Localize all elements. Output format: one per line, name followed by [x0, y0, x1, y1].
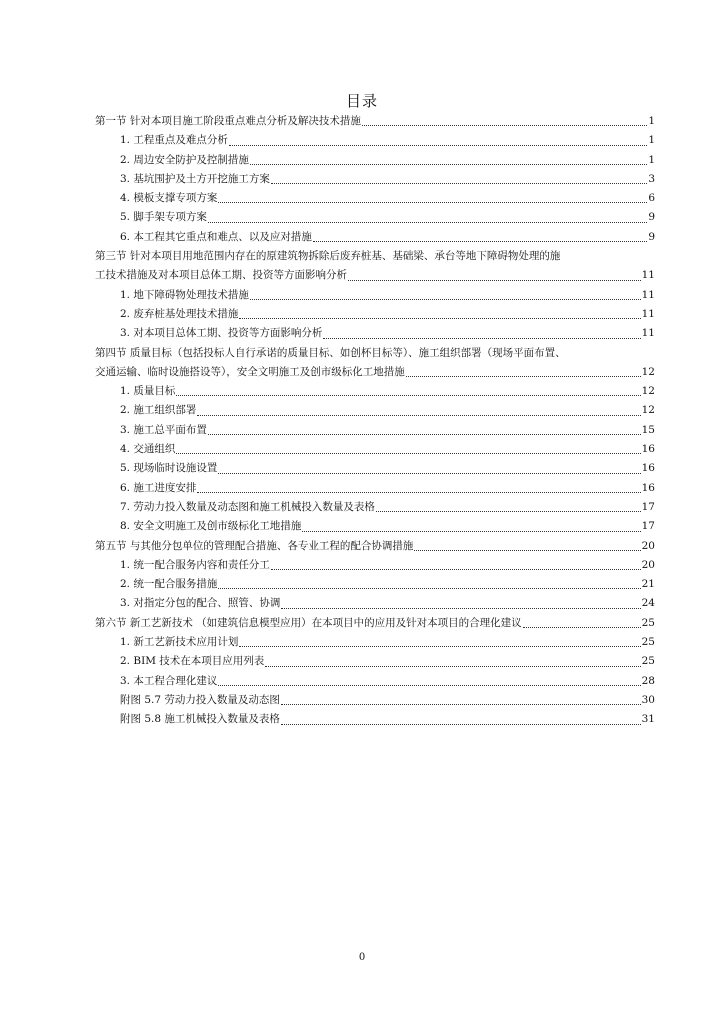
toc-leader-dots [323, 337, 640, 339]
toc-subitem[interactable] [95, 382, 655, 401]
toc-entry-label: 第六节 新工艺新技术 （如建筑信息模型应用）在本项目中的应用及针对本项目的合理化建议 [95, 616, 522, 629]
toc-leader-dots [302, 530, 640, 532]
toc-section-label-line1: 第三节 针对本项目用地范围内存在的原建筑物拆除后废弃桩基、基础梁、承台等地下障碍物处理的施 [95, 250, 561, 263]
toc-subitem[interactable] [95, 151, 655, 170]
toc-entry-label: 工技术措施及对本项目总体工期、投资等方面影响分析 [95, 269, 347, 282]
toc-figure-item[interactable] [95, 710, 655, 729]
toc-entry-page: 24 [641, 597, 655, 610]
toc-entry-page: 11 [641, 307, 655, 320]
toc-entry-page: 9 [648, 211, 655, 224]
toc-entry-page: 20 [641, 539, 655, 552]
toc-entry-page: 1 [648, 153, 655, 166]
toc-leader-dots [281, 607, 640, 609]
toc-entry-label: 2. 周边安全防护及控制措施 [120, 153, 249, 166]
toc-section[interactable] [95, 112, 655, 131]
toc-title: 目录 [345, 92, 378, 110]
toc-entry-label: 附图 5.8 施工机械投入数量及表格 [120, 713, 280, 726]
toc-leader-dots [271, 568, 641, 570]
toc-section-line [95, 344, 655, 363]
toc-entry-page: 25 [641, 616, 655, 629]
toc-entry-label: 7. 劳动力投入数量及动态图和施工机械投入数量及表格 [120, 500, 375, 513]
page-number: 0 [358, 952, 366, 963]
toc-entry-page: 17 [641, 520, 655, 533]
toc-subitem[interactable] [95, 324, 655, 343]
toc-subitem[interactable] [95, 633, 655, 652]
toc-entry-label: 4. 模板支撑专项方案 [120, 192, 218, 205]
toc-leader-dots [265, 665, 640, 667]
toc-entry-page: 6 [648, 192, 655, 205]
toc-subitem[interactable] [95, 189, 655, 208]
toc-entry-label: 3. 对指定分包的配合、照管、协调 [120, 597, 281, 610]
toc-entry-label: 2. 废弃桩基处理技术措施 [120, 307, 239, 320]
toc-entry-label: 3. 对本项目总体工期、投资等方面影响分析 [120, 327, 323, 340]
toc-leader-dots [250, 163, 647, 165]
toc-entry-label: 交通运输、临时设施搭设等），安全文明施工及创市级标化工地措施 [95, 365, 405, 378]
toc-leader-dots [281, 723, 641, 725]
toc-entry-page: 16 [641, 481, 655, 494]
toc-entry-label: 第一节 针对本项目施工阶段重点难点分析及解决技术措施 [95, 115, 361, 127]
toc-entry-page: 1 [648, 115, 655, 127]
toc-leader-dots [197, 491, 640, 493]
toc-entry-page: 16 [641, 443, 655, 456]
toc-entry-page: 11 [641, 288, 655, 301]
toc-leader-dots [376, 510, 641, 512]
toc-subitem[interactable] [95, 131, 655, 150]
toc-entry-page: 9 [648, 230, 655, 243]
toc-section[interactable] [95, 614, 655, 633]
toc-entry-label: 3. 基坑围护及土方开挖施工方案 [120, 172, 270, 185]
toc-subitem[interactable] [95, 208, 655, 227]
toc-leader-dots [406, 375, 641, 377]
toc-entry-page: 3 [648, 172, 655, 185]
toc-entry-label: 4. 交通组织 [120, 443, 176, 456]
toc-subitem[interactable] [95, 286, 655, 305]
toc-section[interactable] [95, 266, 655, 285]
toc-subitem[interactable] [95, 421, 655, 440]
toc-entry-label: 3. 施工总平面布置 [120, 423, 207, 436]
toc-leader-dots [414, 549, 640, 551]
toc-subitem[interactable] [95, 459, 655, 478]
toc-leader-dots [523, 626, 641, 628]
toc-entry-page: 11 [641, 269, 655, 282]
toc-subitem[interactable] [95, 479, 655, 498]
toc-leader-dots [218, 587, 640, 589]
toc-leader-dots [208, 221, 647, 223]
toc-entry-label: 第五节 与其他分包单位的管理配合措施、各专业工程的配合协调措施 [95, 539, 414, 552]
toc-leader-dots [239, 317, 640, 319]
toc-subitem[interactable] [95, 594, 655, 613]
toc-leader-dots [197, 414, 640, 416]
toc-subitem[interactable] [95, 672, 655, 691]
toc-entry-label: 5. 脚手架专项方案 [120, 211, 207, 224]
toc-entry-label: 1. 统一配合服务内容和责任分工 [120, 558, 270, 571]
toc-subitem[interactable] [95, 652, 655, 671]
toc-entry-label: 1. 地下障碍物处理技术措施 [120, 288, 249, 301]
toc-leader-dots [313, 240, 647, 242]
toc-entry-page: 15 [641, 423, 655, 436]
toc-subitem[interactable] [95, 517, 655, 536]
toc-leader-dots [176, 452, 640, 454]
toc-subitem[interactable] [95, 170, 655, 189]
toc-entry-page: 12 [641, 385, 655, 398]
toc-entry-label: 5. 现场临时设施设置 [120, 462, 218, 475]
toc-entry-page: 16 [641, 462, 655, 475]
toc-subitem[interactable] [95, 575, 655, 594]
toc-entry-label: 6. 本工程其它重点和难点、以及应对措施 [120, 230, 312, 243]
toc-section-line [95, 247, 655, 266]
toc-entry-label: 1. 质量目标 [120, 385, 176, 398]
toc-section-label-line1: 第四节 质量目标（包括投标人自行承诺的质量目标、如创杯目标等）、施工组织部署（现场平面布置、 [95, 346, 566, 359]
toc-leader-dots [176, 394, 640, 396]
toc-entry-label: 附图 5.7 劳动力投入数量及动态图 [120, 693, 280, 706]
toc-entry-page: 25 [641, 655, 655, 668]
toc-leader-dots [362, 124, 647, 126]
toc-leader-dots [218, 201, 647, 203]
toc-leader-dots [250, 298, 641, 300]
toc-entry-label: 1. 工程重点及难点分析 [120, 134, 228, 147]
toc-entry-label: 3. 本工程合理化建议 [120, 674, 218, 687]
toc-entry-label: 6. 施工进度安排 [120, 481, 197, 494]
toc-entry-page: 12 [641, 404, 655, 417]
toc-subitem[interactable] [95, 305, 655, 324]
toc-leader-dots [218, 684, 640, 686]
toc-subitem[interactable] [95, 556, 655, 575]
toc-entry-page: 25 [641, 636, 655, 649]
toc-entry-label: 1. 新工艺新技术应用计划 [120, 636, 239, 649]
toc-entry-page: 30 [641, 693, 655, 706]
toc-entry-label: 2. 施工组织部署 [120, 404, 197, 417]
toc-entry-page: 11 [641, 327, 655, 340]
toc-subitem[interactable] [95, 401, 655, 420]
toc-entry-page: 28 [641, 674, 655, 687]
toc-subitem[interactable] [95, 440, 655, 459]
toc-entry-page: 21 [641, 578, 655, 591]
toc-entry-label: 2. 统一配合服务措施 [120, 578, 218, 591]
toc-entry-label: 8. 安全文明施工及创市级标化工地措施 [120, 520, 302, 533]
toc-leader-dots [229, 144, 647, 146]
toc-section[interactable] [95, 363, 655, 382]
toc-list [95, 112, 655, 730]
toc-leader-dots [271, 182, 647, 184]
toc-entry-page: 31 [641, 713, 655, 726]
toc-leader-dots [208, 433, 641, 435]
toc-leader-dots [348, 279, 641, 281]
toc-section[interactable] [95, 537, 655, 556]
toc-leader-dots [281, 703, 641, 705]
toc-leader-dots [239, 645, 640, 647]
toc-entry-page: 20 [641, 558, 655, 571]
toc-leader-dots [218, 472, 640, 474]
toc-entry-label: 2. BIM 技术在本项目应用列表 [120, 655, 265, 668]
toc-entry-page: 17 [641, 500, 655, 513]
toc-entry-page: 1 [648, 134, 655, 147]
toc-subitem[interactable] [95, 228, 655, 247]
toc-entry-page: 12 [641, 365, 655, 378]
toc-figure-item[interactable] [95, 691, 655, 710]
toc-subitem[interactable] [95, 498, 655, 517]
